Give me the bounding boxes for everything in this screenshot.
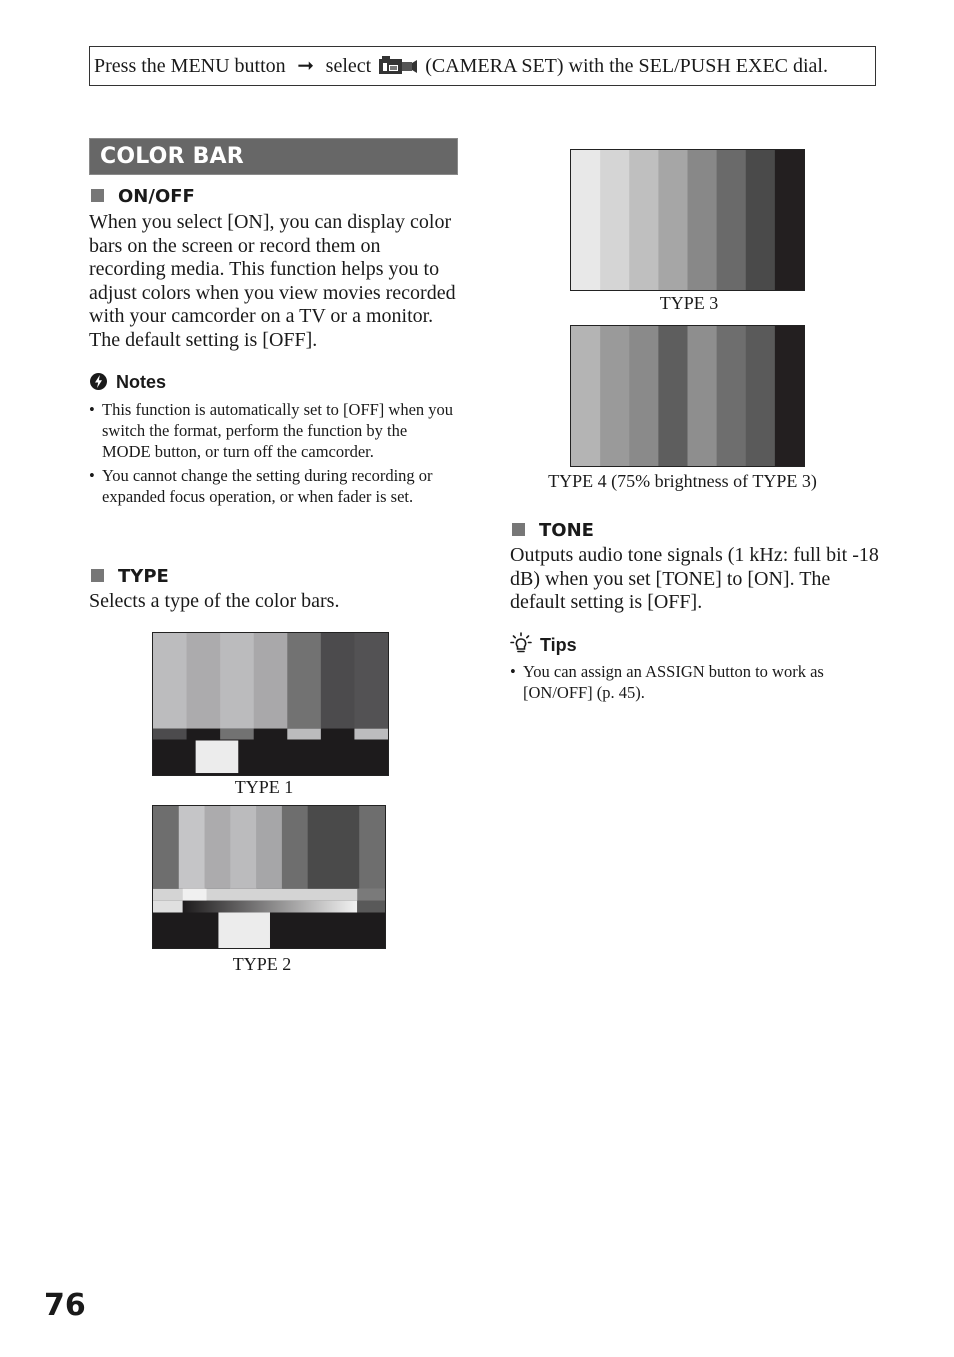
type1-color-bars <box>152 632 389 776</box>
instruction-text-before: Press the MENU button <box>94 55 286 77</box>
type2-bar <box>205 806 231 889</box>
type2-right-block <box>357 901 385 913</box>
type2-bar <box>179 806 205 889</box>
type1-bar <box>321 633 355 729</box>
type3-bar <box>717 150 747 290</box>
type4-bar <box>746 326 776 466</box>
note-item: • This function is automatically set to [OFF] when you switch the format, perform the function by the MODE button, or turn off the camcorder. <box>89 399 459 462</box>
type1-mid-bar <box>254 729 288 740</box>
on-off-heading-label: ON/OFF <box>118 186 195 207</box>
type3-color-bars <box>570 149 805 291</box>
type1-bar <box>153 633 187 729</box>
type1-caption: TYPE 1 <box>234 777 294 797</box>
notes-list <box>89 399 459 510</box>
camera-set-icon <box>378 51 418 89</box>
type1-bar <box>354 633 388 729</box>
menu-instruction-box <box>89 46 876 86</box>
on-off-description: When you select [ON], you can display color bars on the screen or record them on recording media. This function helps you to adjust colors when you view movies recorded with your camcorder on a TV or a monitor. The default setting is [OFF]. <box>89 211 456 351</box>
type3-bar <box>629 150 659 290</box>
type3-bar <box>688 150 718 290</box>
type1-bar <box>287 633 321 729</box>
type1-mid-bar <box>153 729 187 740</box>
type2-bar <box>282 806 308 889</box>
type1-white-patch <box>196 740 239 773</box>
type2-left-block <box>153 901 183 913</box>
notes-heading <box>89 371 166 396</box>
tips-bulb-icon <box>510 632 532 659</box>
type3-bar <box>600 150 630 290</box>
section-title: COLOR BAR <box>89 138 458 175</box>
type2-bar <box>308 806 334 889</box>
type4-caption: TYPE 4 (75% brightness of TYPE 3) <box>548 471 817 491</box>
type2-bar <box>333 806 359 889</box>
on-off-heading <box>91 186 195 208</box>
notes-icon <box>89 372 108 396</box>
instruction-text-after: (CAMERA SET) with the SEL/PUSH EXEC dial. <box>425 55 828 77</box>
type3-caption: TYPE 3 <box>659 293 719 313</box>
type1-mid-bar <box>321 729 355 740</box>
tone-heading <box>512 520 594 542</box>
type3-bar <box>658 150 688 290</box>
square-bullet-icon <box>91 189 104 202</box>
type4-bar <box>775 326 804 466</box>
type1-bar <box>254 633 288 729</box>
note-item: • You cannot change the setting during recording or expanded focus operation, or when fader is set. <box>89 465 459 507</box>
type1-bar <box>187 633 221 729</box>
type1-mid-bar <box>287 729 321 740</box>
type-heading-label: TYPE <box>118 566 169 587</box>
type2-bar <box>153 806 179 889</box>
type3-bar <box>746 150 776 290</box>
type2-bar <box>359 806 385 889</box>
type2-bar <box>256 806 282 889</box>
square-bullet-icon <box>512 523 525 536</box>
type4-bar <box>600 326 630 466</box>
type1-mid-bar <box>354 729 388 740</box>
tone-heading-label: TONE <box>539 520 594 541</box>
type4-bar <box>629 326 659 466</box>
type2-gray-block <box>357 889 385 901</box>
type-description: Selects a type of the color bars. <box>89 590 340 612</box>
type-heading <box>91 566 169 588</box>
type3-bar <box>775 150 804 290</box>
tone-description: Outputs audio tone signals (1 kHz: full bit -18 dB) when you set [TONE] to [ON]. The default setting is [OFF]. <box>510 544 879 613</box>
type2-white-block <box>183 889 207 901</box>
type3-bar <box>571 150 601 290</box>
type2-white-patch <box>218 913 270 949</box>
type4-bar <box>571 326 601 466</box>
arrow-right-icon: ➞ <box>297 55 315 77</box>
type2-color-bars <box>152 805 386 949</box>
instruction-select: select <box>325 55 372 77</box>
type2-bar <box>230 806 256 889</box>
page-number: 76 <box>44 1288 86 1323</box>
tips-heading-label: Tips <box>540 635 577 655</box>
tip-item: • You can assign an ASSIGN button to work as [ON/OFF] (p. 45). <box>510 661 872 703</box>
type4-bar <box>658 326 688 466</box>
type4-color-bars <box>570 325 805 467</box>
type4-bar <box>688 326 718 466</box>
notes-heading-label: Notes <box>116 372 167 392</box>
tips-list <box>510 661 872 706</box>
type1-mid-bar <box>220 729 254 740</box>
type2-caption: TYPE 2 <box>232 954 292 974</box>
type4-bar <box>717 326 747 466</box>
type2-gradient-ramp <box>183 901 357 913</box>
type1-mid-bar <box>187 729 221 740</box>
type1-bar <box>220 633 254 729</box>
tips-heading <box>510 632 577 659</box>
square-bullet-icon <box>91 569 104 582</box>
